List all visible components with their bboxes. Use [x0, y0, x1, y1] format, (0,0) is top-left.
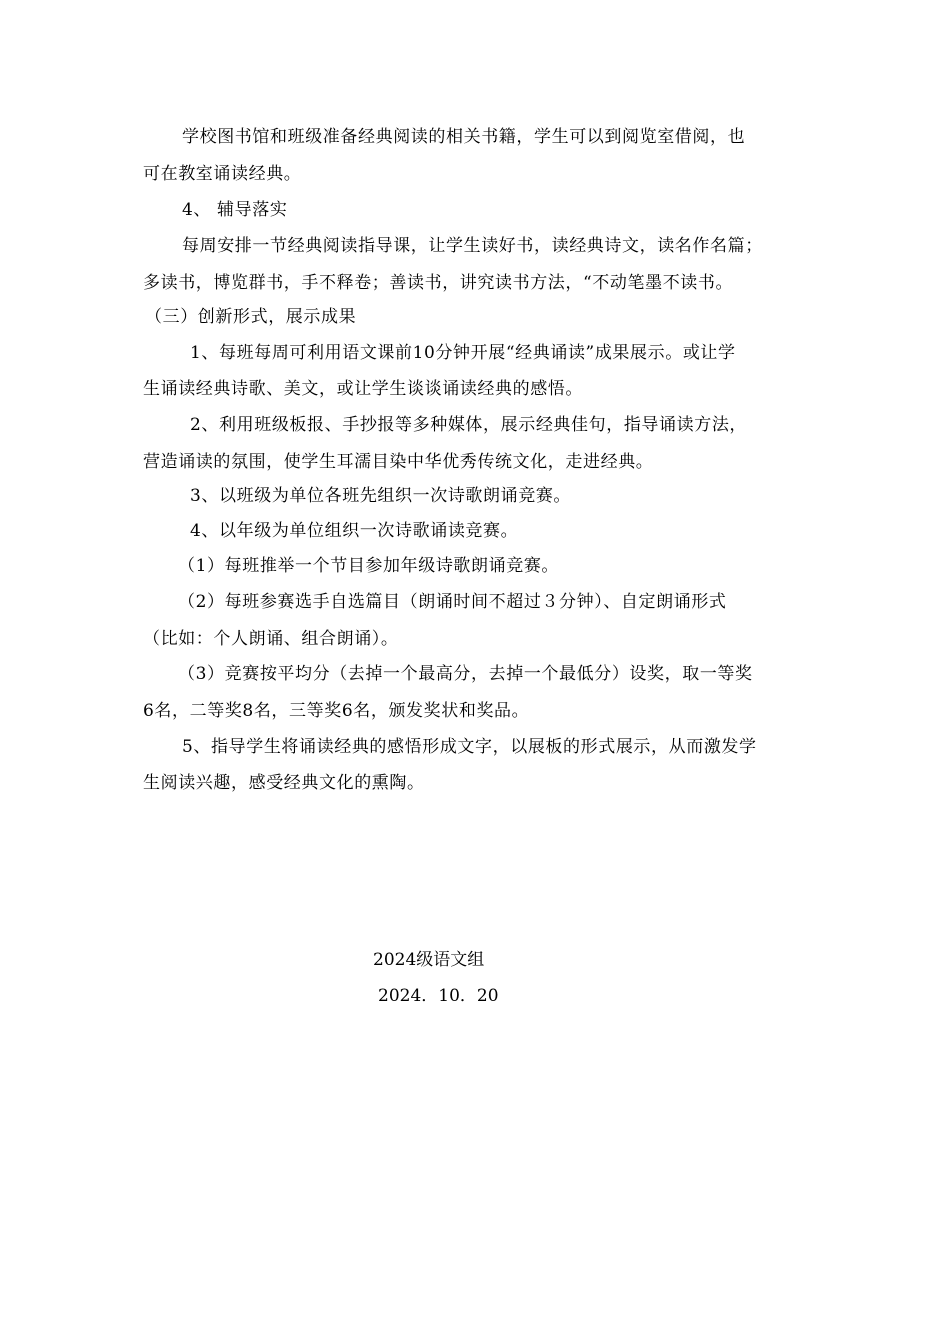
signature-group: 2024级语文组: [373, 950, 485, 970]
paragraph-line: 学校图书馆和班级准备经典阅读的相关书籍，学生可以到阅览室借阅，也: [182, 127, 746, 147]
paragraph-line: 2、利用班级板报、手抄报等多种媒体，展示经典佳句，指导诵读方法，: [190, 415, 748, 435]
paragraph-line: 5、指导学生将诵读经典的感悟形成文字，以展板的形式展示，从而激发学: [182, 737, 757, 757]
paragraph-line: 可在教室诵读经典。: [143, 164, 302, 184]
paragraph-line: （1）每班推举一个节目参加年级诗歌朗诵竞赛。: [178, 556, 560, 576]
paragraph-line: 多读书，博览群书，手不释卷；善读书，讲究读书方法，“不动笔墨不读书。: [143, 273, 734, 293]
paragraph-line: 3、以班级为单位各班先组织一次诗歌朗诵竞赛。: [190, 486, 572, 506]
paragraph-line: 每周安排一节经典阅读指导课，让学生读好书，读经典诗文，读名作名篇；: [182, 236, 763, 256]
paragraph-line: （3）竞赛按平均分（去掉一个最高分，去掉一个最低分）设奖，取一等奖: [178, 664, 753, 684]
paragraph-line: 6名，二等奖8名，三等奖6名，颁发奖状和奖品。: [143, 701, 530, 721]
section-heading: （三）创新形式，展示成果: [145, 307, 357, 327]
paragraph-line: 1、每班每周可利用语文课前10分钟开展“经典诵读”成果展示。或让学: [190, 343, 736, 363]
paragraph-line: （2）每班参赛选手自选篇目（朗诵时间不超过３分钟）、自定朗诵形式: [178, 592, 727, 612]
section-heading: 4、 辅导落实: [182, 200, 288, 220]
paragraph-line: 生诵读经典诗歌、美文，或让学生谈谈诵读经典的感悟。: [143, 379, 583, 399]
paragraph-line: 营造诵读的氛围，使学生耳濡目染中华优秀传统文化，走进经典。: [143, 452, 654, 472]
paragraph-line: 4、以年级为单位组织一次诗歌诵读竞赛。: [190, 521, 519, 541]
paragraph-line: （比如：个人朗诵、组合朗诵）。: [143, 629, 399, 649]
paragraph-line: 生阅读兴趣，感受经典文化的熏陶。: [143, 773, 425, 793]
signature-date: 2024．10．20: [378, 986, 499, 1006]
